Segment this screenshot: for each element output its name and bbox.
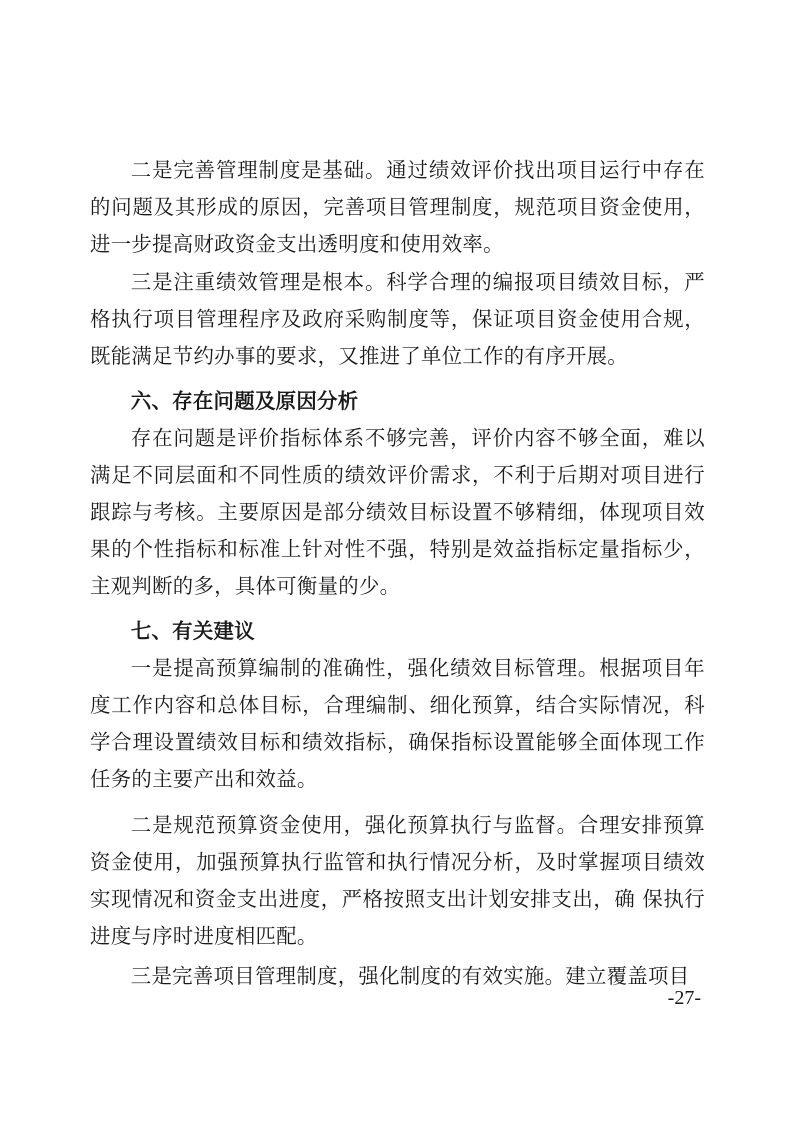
paragraph-improve-management: 二是完善管理制度是基础。通过绩效评价找出项目运行中存在的问题及其形成的原因，完善项目管理制度，规范项目资金使用，进一步提高财政资金支出透明度和使用效率。 bbox=[90, 158, 705, 256]
page-number: -27- bbox=[667, 987, 701, 1009]
paragraph-suggestion-project-management: 三是完善项目管理制度，强化制度的有效实施。建立覆盖项目 bbox=[130, 964, 690, 988]
paragraph-problems-causes: 存在问题是评价指标体系不够完善，评价内容不够全面，难以满足不同层面和不同性质的绩效评价需求，不利于后期对项目进行跟踪与考核。主要原因是部分绩效目标设置不够精细，体现项目效果的个性指标和标准上针对性不强，特别是效益指标定量指标少，主观判断的多，具体可衡量的少。 bbox=[90, 426, 705, 598]
section-heading-suggestions: 七、有关建议 bbox=[130, 619, 255, 643]
paragraph-performance-management: 三是注重绩效管理是根本。科学合理的编报项目绩效目标，严格执行项目管理程序及政府采购制度等，保证项目资金使用合规，既能满足节约办事的要求，又推进了单位工作的有序开展。 bbox=[90, 270, 705, 368]
section-heading-problems: 六、存在问题及原因分析 bbox=[130, 389, 359, 413]
paragraph-suggestion-budget-execution: 二是规范预算资金使用，强化预算执行与监督。合理安排预算资金使用，加强预算执行监管和执行情况分析，及时掌握项目绩效实现情况和资金支出进度，严格按照支出计划安排支出，确 保执行进度与序时进度相匹配。 bbox=[90, 813, 705, 948]
paragraph-suggestion-budget-accuracy: 一是提高预算编制的准确性，强化绩效目标管理。根据项目年度工作内容和总体目标，合理编制、细化预算，结合实际情况，科学合理设置绩效目标和绩效指标，确保指标设置能够全面体现工作任务的主要产出和效益。 bbox=[90, 656, 705, 791]
